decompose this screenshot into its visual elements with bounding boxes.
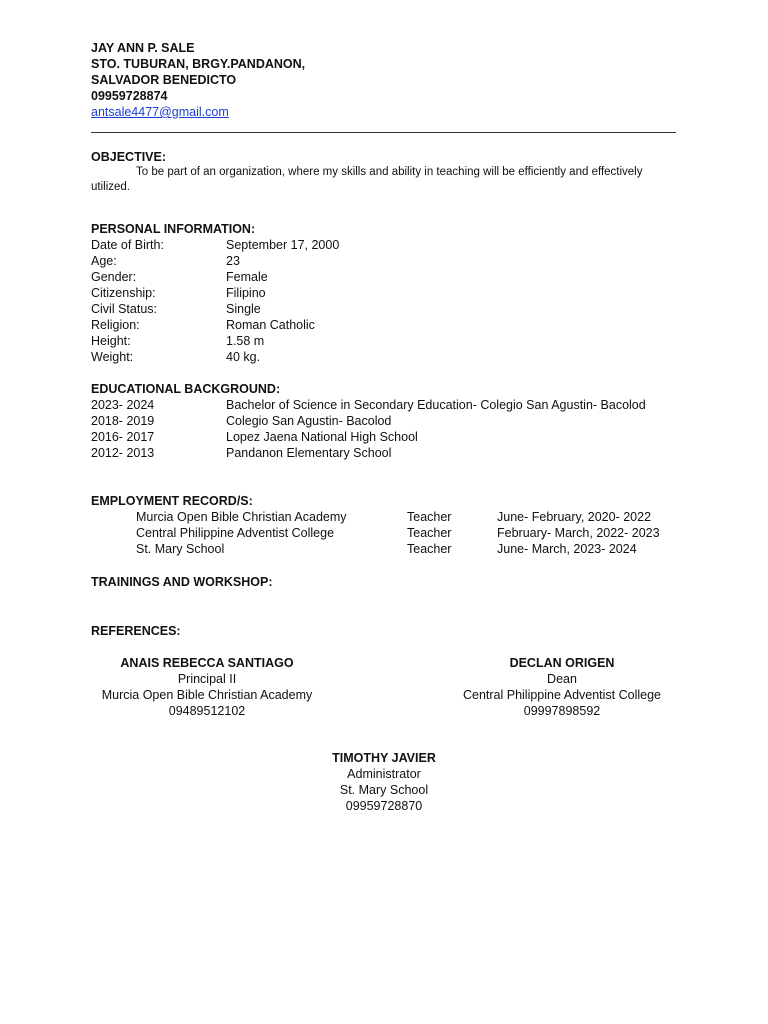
education-title: EDUCATIONAL BACKGROUND:: [91, 382, 281, 396]
trainings-title: TRAININGS AND WORKSHOP:: [91, 575, 273, 589]
objective-text: To be part of an organization, where my skills and ability in teaching will be efficiently and effectively utilized.: [91, 166, 643, 193]
employment-title: EMPLOYMENT RECORD/S:: [91, 494, 253, 508]
info-value: Filipino: [226, 286, 266, 300]
education-row: [91, 429, 646, 445]
education-row: [91, 445, 646, 461]
references-title: REFERENCES:: [91, 624, 181, 638]
education-school: Pandanon Elementary School: [226, 446, 392, 460]
employment-section: [91, 493, 660, 557]
info-value: Roman Catholic: [226, 318, 315, 332]
info-label: Date of Birth:: [91, 238, 164, 252]
reference-name: ANAIS REBECCA SANTIAGO: [120, 656, 294, 670]
info-label: Religion:: [91, 318, 140, 332]
education-section: [91, 381, 646, 461]
employment-position: Teacher: [407, 526, 452, 540]
employment-row: [91, 509, 660, 525]
address-line-1: STO. TUBURAN, BRGY.PANDANON,: [91, 57, 306, 71]
personal-info-title: PERSONAL INFORMATION:: [91, 222, 256, 236]
employment-row: [91, 525, 660, 541]
info-row-citizenship: [91, 285, 339, 301]
info-label: Weight:: [91, 350, 134, 364]
info-row-religion: [91, 317, 339, 333]
employment-position: Teacher: [407, 510, 452, 524]
employment-org: Central Philippine Adventist College: [136, 526, 335, 540]
info-label: Citizenship:: [91, 286, 156, 300]
education-years: 2012- 2013: [91, 446, 155, 460]
employment-period: February- March, 2022- 2023: [497, 526, 660, 540]
employment-period: June- March, 2023- 2024: [497, 542, 637, 556]
info-value: 23: [226, 254, 240, 268]
education-years: 2018- 2019: [91, 414, 155, 428]
contact-header: [91, 40, 305, 120]
education-school: Bachelor of Science in Secondary Education- Colegio San Agustin- Bacolod: [226, 398, 646, 412]
info-row-gender: [91, 269, 339, 285]
personal-info-section: [91, 221, 339, 365]
info-row-civil-status: [91, 301, 339, 317]
info-label: Height:: [91, 334, 131, 348]
header-divider: [91, 132, 676, 133]
reference-position: Dean: [547, 672, 577, 686]
reference-phone: 09489512102: [168, 704, 246, 718]
education-school: Lopez Jaena National High School: [226, 430, 418, 444]
reference-org: Central Philippine Adventist College: [462, 688, 662, 702]
education-row: [91, 413, 646, 429]
reference-block: [284, 750, 484, 814]
reference-block: [91, 655, 323, 719]
employment-position: Teacher: [407, 542, 452, 556]
objective-title: OBJECTIVE:: [91, 150, 167, 164]
info-value: Female: [226, 270, 268, 284]
reference-position: Administrator: [347, 767, 421, 781]
reference-phone: 09997898592: [523, 704, 601, 718]
info-value: 40 kg.: [226, 350, 261, 364]
address-line-2: SALVADOR BENEDICTO: [91, 73, 237, 87]
employment-period: June- February, 2020- 2022: [497, 510, 652, 524]
applicant-name: JAY ANN P. SALE: [91, 41, 195, 55]
employment-org: Murcia Open Bible Christian Academy: [136, 510, 347, 524]
reference-position: Principal II: [177, 672, 237, 686]
objective-section: [91, 149, 661, 195]
email-link[interactable]: antsale4477@gmail.com: [91, 105, 229, 119]
reference-phone: 09959728870: [345, 799, 423, 813]
reference-name: TIMOTHY JAVIER: [332, 751, 436, 765]
info-row-weight: [91, 349, 339, 365]
info-value: 1.58 m: [226, 334, 265, 348]
info-label: Age:: [91, 254, 117, 268]
info-label: Civil Status:: [91, 302, 157, 316]
employment-org: St. Mary School: [136, 542, 225, 556]
info-row-dob: [91, 237, 339, 253]
education-years: 2016- 2017: [91, 430, 155, 444]
education-years: 2023- 2024: [91, 398, 155, 412]
employment-row: [91, 541, 660, 557]
education-school: Colegio San Agustin- Bacolod: [226, 414, 392, 428]
education-row: [91, 397, 646, 413]
phone-number: 09959728874: [91, 89, 168, 103]
reference-name: DECLAN ORIGEN: [509, 656, 615, 670]
info-label: Gender:: [91, 270, 137, 284]
reference-org: St. Mary School: [339, 783, 429, 797]
info-row-age: [91, 253, 339, 269]
info-value: September 17, 2000: [226, 238, 340, 252]
info-row-height: [91, 333, 339, 349]
reference-org: Murcia Open Bible Christian Academy: [101, 688, 313, 702]
info-value: Single: [226, 302, 261, 316]
reference-block: [448, 655, 676, 719]
